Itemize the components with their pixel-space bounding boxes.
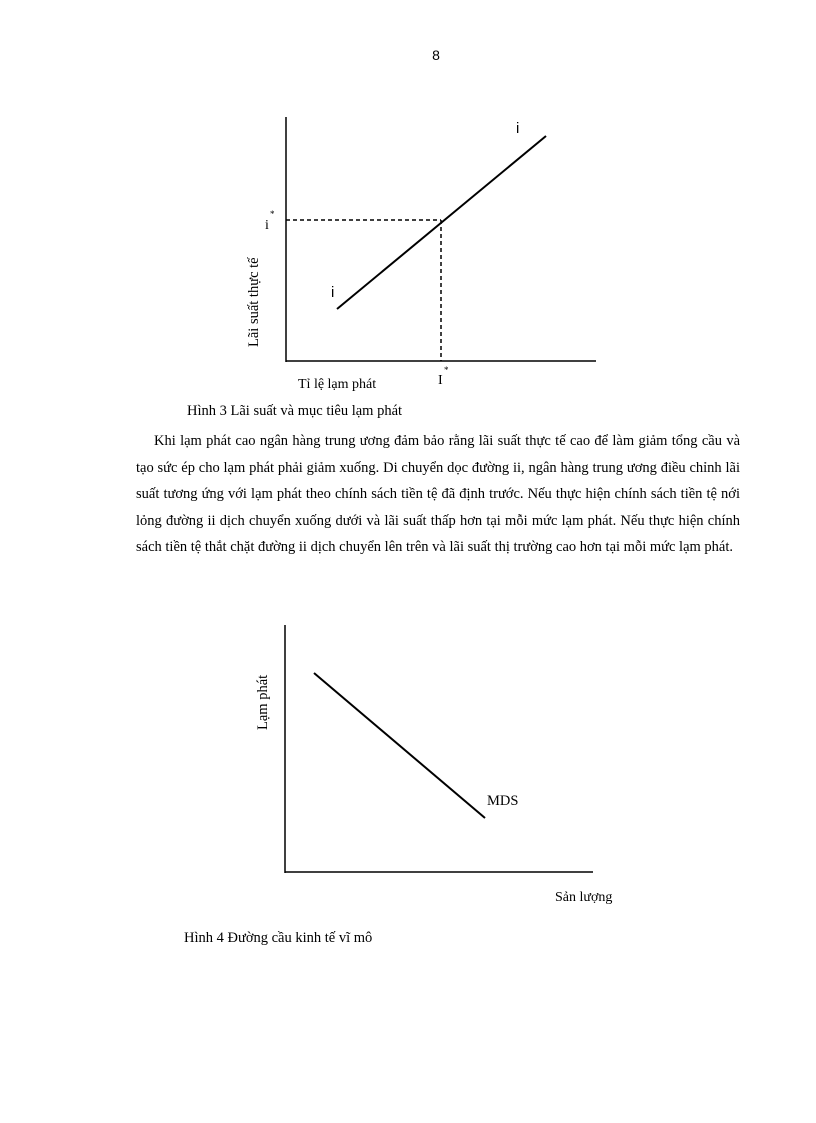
body-paragraph — [136, 428, 740, 561]
page-number: 8 — [432, 47, 440, 63]
figure-4-diagram — [0, 600, 816, 920]
figure-4-caption: Hình 4 Đường cầu kinh tế vĩ mô — [184, 930, 373, 946]
fig4-x-label: Sản lượng — [555, 890, 613, 905]
fig4-y-label: Lạm phát — [255, 674, 271, 730]
fig3-line-label-top: i — [516, 120, 520, 137]
fig3-Istar-label: I — [438, 373, 443, 388]
fig3-istar-label: i — [265, 218, 269, 233]
body-paragraph-text: Khi lạm phát cao ngân hàng trung ương đảm bảo rằng lãi suất thực tế cao để làm giảm tổng cầu và tạo sức ép cho lạm phát phải giảm xuống. Di chuyển dọc đường ii, ngân hàng trung ương điều chỉnh lãi suất tương ứng với lạm phát theo chính sách tiền tệ đã định trước. Nếu thực hiện chính sách tiền tệ nới lỏng đường ii dịch chuyển xuống dưới và lãi suất thấp hơn tại mỗi mức lạm phát. Nếu thực hiện chính sách tiền tệ thắt chặt đường ii dịch chuyển lên trên và lãi suất thị trường cao hơn tại mỗi mức lạm phát. — [136, 433, 740, 556]
fig4-mds-curve — [314, 673, 485, 818]
figure-3-caption: Hình 3 Lãi suất và mục tiêu lạm phát — [187, 403, 403, 419]
fig3-istar-sup: * — [270, 209, 275, 219]
fig3-Istar-sup: * — [444, 365, 449, 375]
fig3-line-label-bottom: i — [331, 284, 335, 301]
figure-3-diagram — [0, 0, 816, 420]
fig3-x-label: Tỉ lệ lạm phát — [298, 377, 377, 392]
fig4-mds-label: MDS — [487, 793, 519, 809]
fig3-y-label: Lãi suất thực tế — [246, 257, 262, 347]
